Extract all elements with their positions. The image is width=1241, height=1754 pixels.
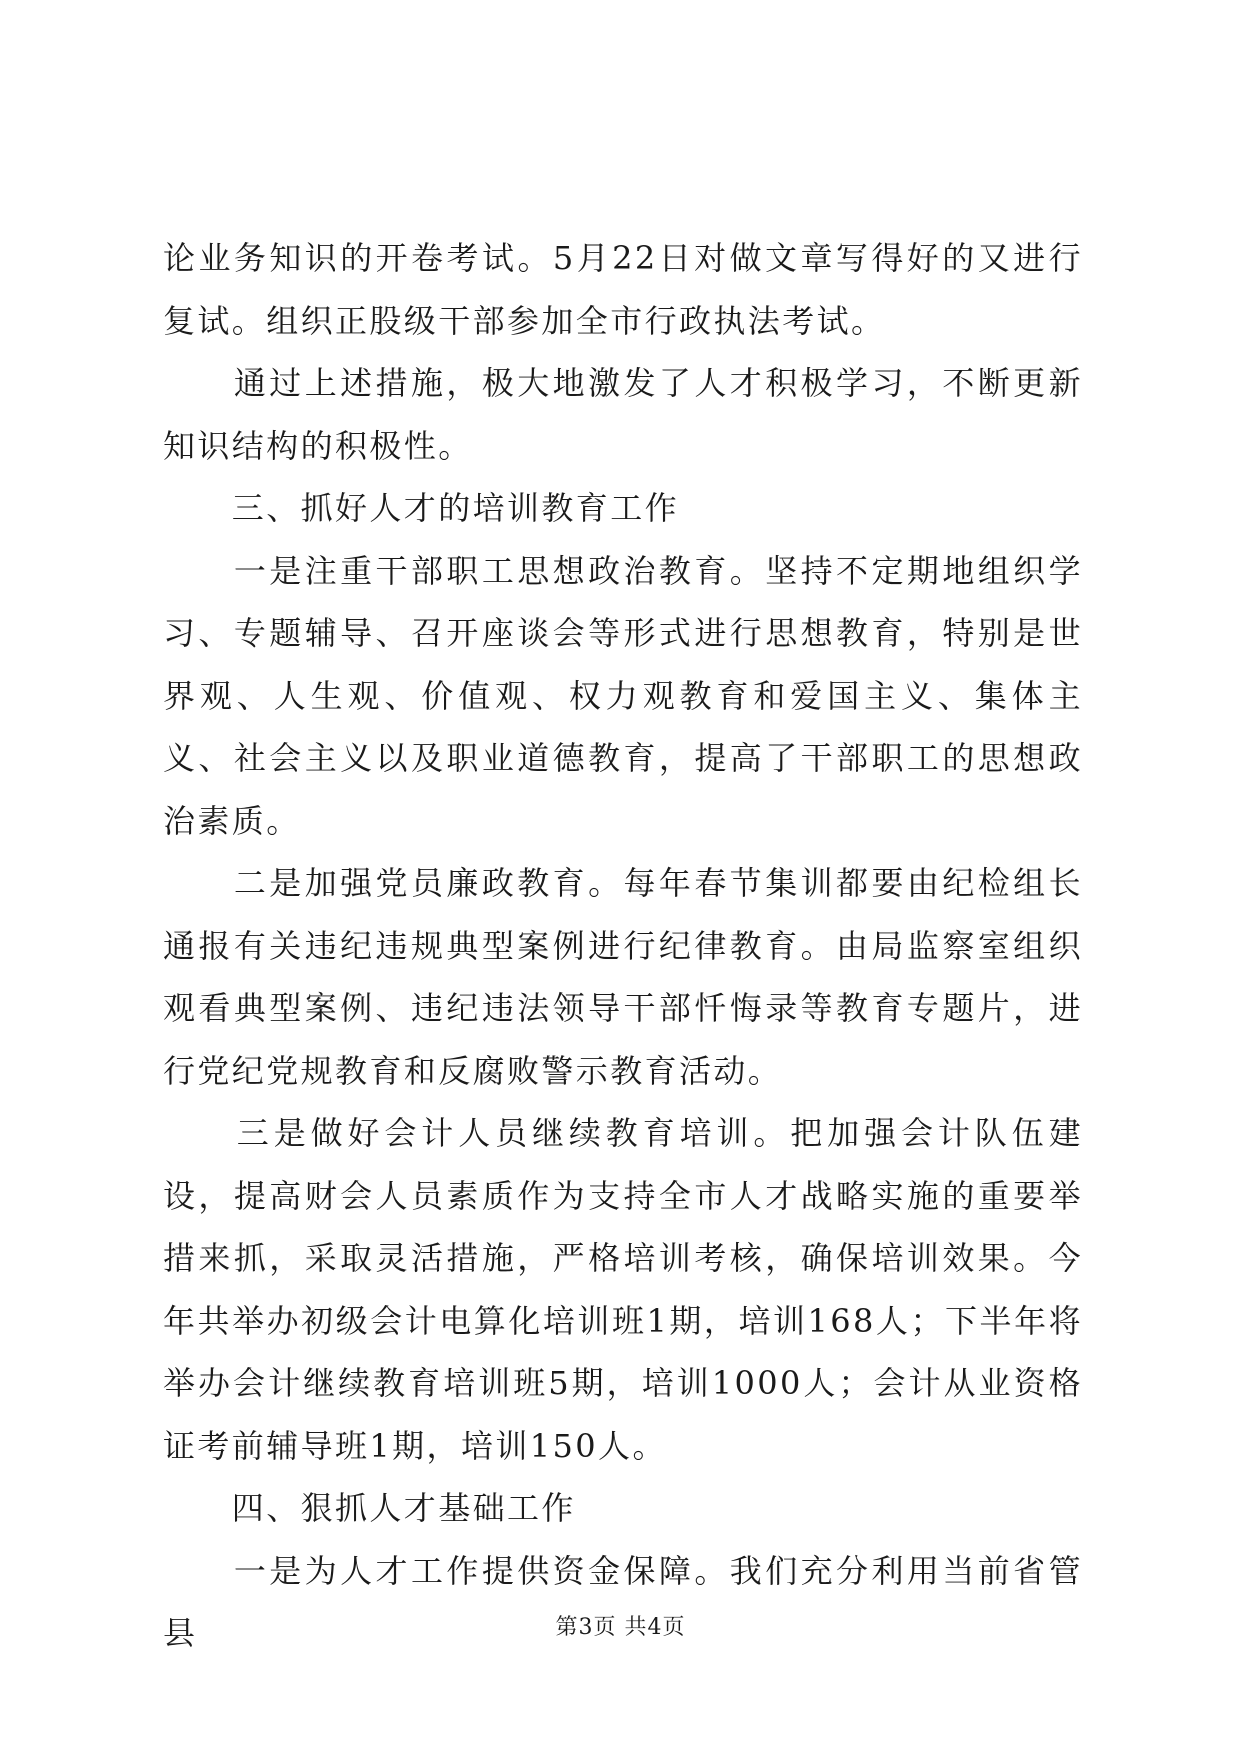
- paragraph-4: 一是注重干部职工思想政治教育。坚持不定期地组织学习、专题辅导、召开座谈会等形式进行思想教育，特别是世界观、人生观、价值观、权力观教育和爱国主义、集体主义、社会主义以及职业道德教育，提高了干部职工的思想政治素质。: [163, 551, 1083, 840]
- section-heading-4: 四、狠抓人才基础工作: [163, 1489, 576, 1527]
- paragraph-5: 二是加强党员廉政教育。每年春节集训都要由纪检组长通报有关违纪违规典型案例进行纪律教育。由局监察室组织观看典型案例、违纪违法领导干部忏悔录等教育专题片，进行党纪党规教育和反腐败警示教育活动。: [163, 864, 1083, 1090]
- section-heading-3: 三、抓好人才的培训教育工作: [163, 489, 680, 527]
- page-footer: 第3页 共4页: [555, 1615, 686, 1640]
- paragraph-2: 通过上述措施，极大地激发了人才积极学习，不断更新知识结构的积极性。: [163, 364, 1083, 465]
- paragraph-1: 论业务知识的开卷考试。5月22日对做文章写得好的又进行复试。组织正股级干部参加全市行政执法考试。: [163, 239, 1083, 340]
- paragraph-6: 三是做好会计人员继续教育培训。把加强会计队伍建设，提高财会人员素质作为支持全市人才战略实施的重要举措来抓，采取灵活措施，严格培训考核，确保培训效果。今年共举办初级会计电算化培训班1期，培训168人；下半年将举办会计继续教育培训班5期，培训1000人；会计从业资格证考前辅导班1期，培训150人。: [163, 1114, 1083, 1465]
- paragraph-8: 一是为人才工作提供资金保障。我们充分利用当前省管县: [163, 1551, 1083, 1652]
- body-text: [163, 227, 1083, 1665]
